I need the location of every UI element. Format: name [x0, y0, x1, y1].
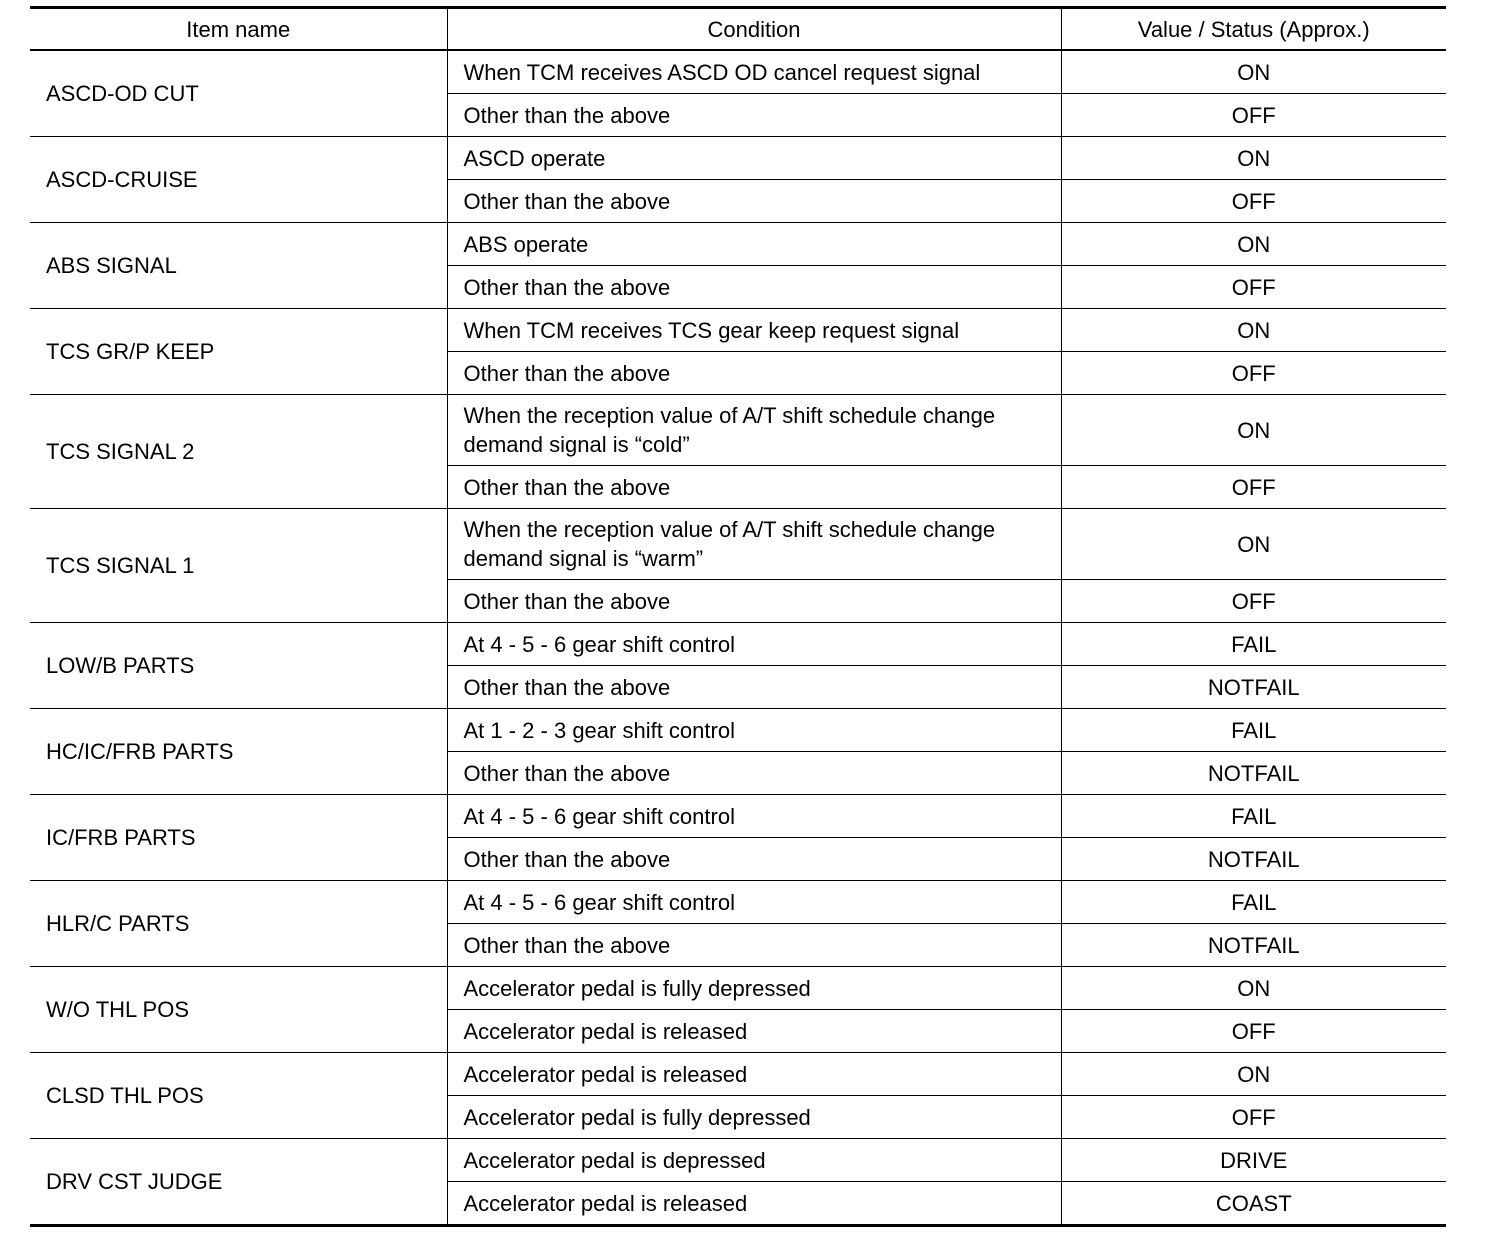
table-row: [30, 795, 1446, 838]
table-row: [30, 967, 1446, 1010]
table-row: [30, 395, 1446, 466]
table-body: [30, 50, 1446, 1226]
table-row: [30, 137, 1446, 180]
header-value-status: Value / Status (Approx.): [1061, 8, 1446, 51]
item-name-cell: TCS SIGNAL 1: [30, 509, 447, 623]
header-item-name: Item name: [30, 8, 447, 51]
item-name-cell: DRV CST JUDGE: [30, 1139, 447, 1226]
value-status-cell: FAIL: [1061, 709, 1446, 752]
table-row: [30, 709, 1446, 752]
value-status-cell: DRIVE: [1061, 1139, 1446, 1182]
value-status-cell: ON: [1061, 309, 1446, 352]
condition-cell: Other than the above: [447, 580, 1061, 623]
condition-cell: Accelerator pedal is released: [447, 1010, 1061, 1053]
item-name-cell: TCS SIGNAL 2: [30, 395, 447, 509]
condition-cell: Other than the above: [447, 924, 1061, 967]
table-row: [30, 1053, 1446, 1096]
condition-cell: At 1 - 2 - 3 gear shift control: [447, 709, 1061, 752]
item-name-cell: HC/IC/FRB PARTS: [30, 709, 447, 795]
table-row: [30, 509, 1446, 580]
item-name-cell: IC/FRB PARTS: [30, 795, 447, 881]
item-name-cell: HLR/C PARTS: [30, 881, 447, 967]
value-status-cell: ON: [1061, 509, 1446, 580]
value-status-cell: ON: [1061, 967, 1446, 1010]
value-status-cell: OFF: [1061, 466, 1446, 509]
value-status-cell: ON: [1061, 223, 1446, 266]
condition-cell: When TCM receives TCS gear keep request signal: [447, 309, 1061, 352]
value-status-cell: OFF: [1061, 1096, 1446, 1139]
value-status-cell: NOTFAIL: [1061, 924, 1446, 967]
value-status-cell: FAIL: [1061, 623, 1446, 666]
condition-cell: Accelerator pedal is fully depressed: [447, 1096, 1061, 1139]
value-status-cell: COAST: [1061, 1182, 1446, 1226]
condition-cell: When the reception value of A/T shift schedule change demand signal is “cold”: [447, 395, 1061, 466]
condition-cell: When the reception value of A/T shift schedule change demand signal is “warm”: [447, 509, 1061, 580]
item-name-cell: W/O THL POS: [30, 967, 447, 1053]
item-name-cell: ABS SIGNAL: [30, 223, 447, 309]
value-status-cell: OFF: [1061, 352, 1446, 395]
condition-cell: At 4 - 5 - 6 gear shift control: [447, 881, 1061, 924]
item-name-cell: TCS GR/P KEEP: [30, 309, 447, 395]
data-monitor-table: [30, 6, 1446, 1227]
value-status-cell: FAIL: [1061, 881, 1446, 924]
condition-cell: Accelerator pedal is released: [447, 1053, 1061, 1096]
value-status-cell: ON: [1061, 50, 1446, 94]
value-status-cell: OFF: [1061, 266, 1446, 309]
table-row: [30, 223, 1446, 266]
condition-cell: Other than the above: [447, 180, 1061, 223]
table-row: [30, 881, 1446, 924]
value-status-cell: OFF: [1061, 1010, 1446, 1053]
value-status-cell: NOTFAIL: [1061, 666, 1446, 709]
condition-cell: Other than the above: [447, 666, 1061, 709]
condition-cell: Other than the above: [447, 466, 1061, 509]
item-name-cell: ASCD-CRUISE: [30, 137, 447, 223]
table-row: [30, 50, 1446, 94]
value-status-cell: ON: [1061, 395, 1446, 466]
item-name-cell: LOW/B PARTS: [30, 623, 447, 709]
value-status-cell: OFF: [1061, 580, 1446, 623]
condition-cell: At 4 - 5 - 6 gear shift control: [447, 623, 1061, 666]
value-status-cell: NOTFAIL: [1061, 838, 1446, 881]
table-row: [30, 623, 1446, 666]
condition-cell: Accelerator pedal is released: [447, 1182, 1061, 1226]
table-row: [30, 309, 1446, 352]
condition-cell: ABS operate: [447, 223, 1061, 266]
value-status-cell: ON: [1061, 1053, 1446, 1096]
condition-cell: Other than the above: [447, 266, 1061, 309]
header-condition: Condition: [447, 8, 1061, 51]
item-name-cell: ASCD-OD CUT: [30, 50, 447, 137]
condition-cell: ASCD operate: [447, 137, 1061, 180]
header-row: [30, 8, 1446, 51]
condition-cell: At 4 - 5 - 6 gear shift control: [447, 795, 1061, 838]
condition-cell: When TCM receives ASCD OD cancel request signal: [447, 50, 1061, 94]
value-status-cell: FAIL: [1061, 795, 1446, 838]
condition-cell: Accelerator pedal is depressed: [447, 1139, 1061, 1182]
condition-cell: Other than the above: [447, 752, 1061, 795]
condition-cell: Accelerator pedal is fully depressed: [447, 967, 1061, 1010]
condition-cell: Other than the above: [447, 838, 1061, 881]
condition-cell: Other than the above: [447, 94, 1061, 137]
item-name-cell: CLSD THL POS: [30, 1053, 447, 1139]
value-status-cell: NOTFAIL: [1061, 752, 1446, 795]
condition-cell: Other than the above: [447, 352, 1061, 395]
table-row: [30, 1139, 1446, 1182]
value-status-cell: OFF: [1061, 94, 1446, 137]
value-status-cell: ON: [1061, 137, 1446, 180]
value-status-cell: OFF: [1061, 180, 1446, 223]
